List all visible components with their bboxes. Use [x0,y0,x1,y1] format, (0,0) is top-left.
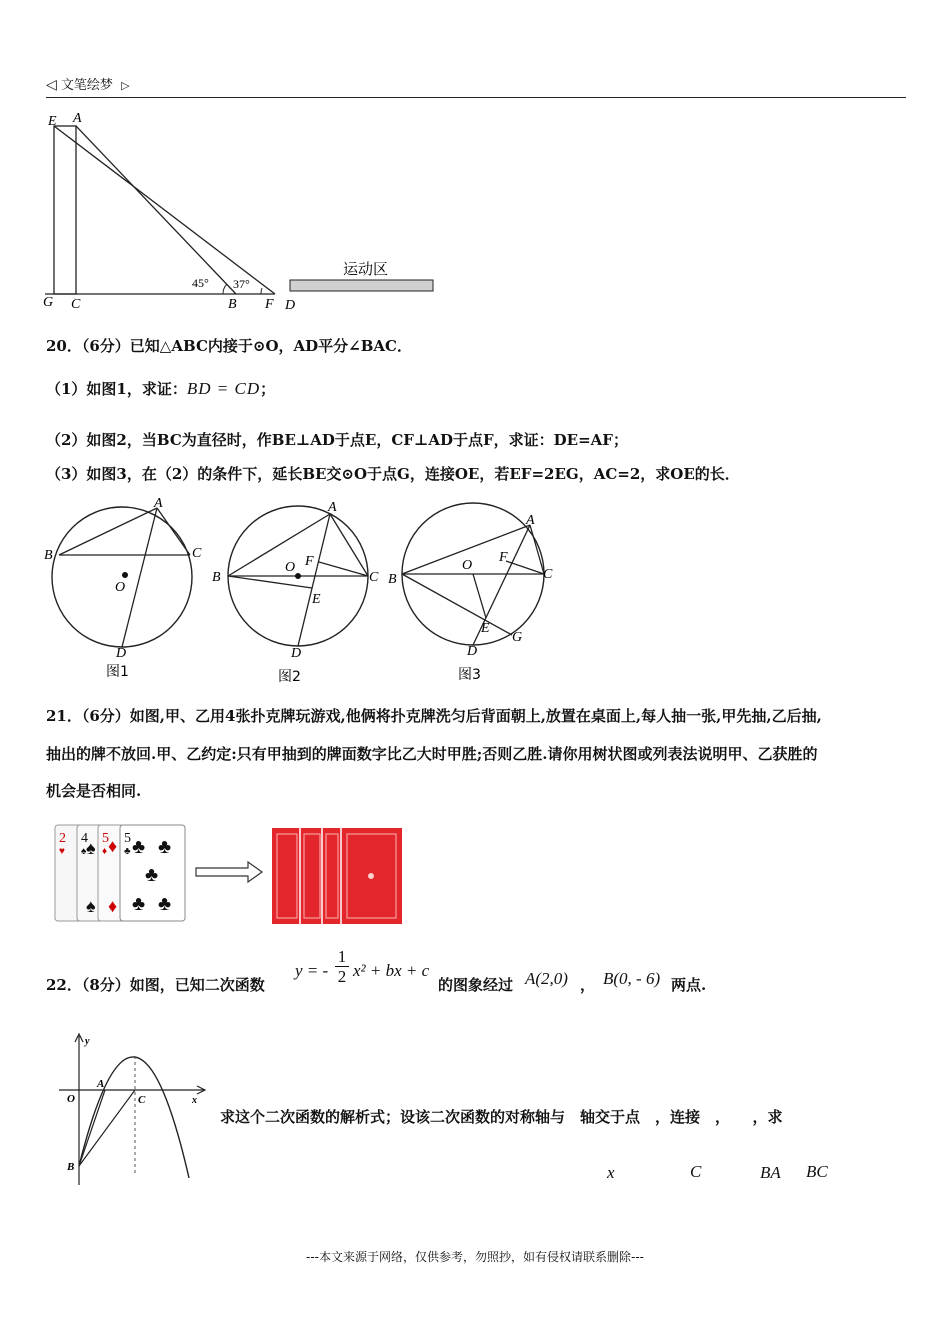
q22-point-a: A(2,0) [525,969,568,988]
fig3-ac [530,525,544,574]
fig3-label-e: E [481,621,490,636]
club-pip-icon-2: ♣ [158,836,172,858]
fig3-label-o: O [462,558,473,573]
fig2-label-a: A [328,500,337,515]
q20-part2: （2）如图2，当BC为直径时，作BE⊥AD于点E，CF⊥AD于点F，求证：DE=AF； [46,431,628,449]
fig3-oe [473,574,486,618]
club-icon: ♣ [124,846,131,857]
fig1-label-a: A [154,496,163,511]
q22-desc: 求这个二次函数的解析式；设该二次函数的对称轴与 轴交于点 ，连接 ， ，求 [220,1108,783,1126]
header-title: 文笔绘梦 [60,78,113,93]
graph-label-o: O [67,1093,75,1105]
card-5-rank: 5 [102,831,109,846]
sight-line-e [54,126,275,294]
segment-ba [79,1090,105,1166]
fig3-label-a: A [526,513,535,528]
diamond-pip-icon-2: ♦ [108,896,118,916]
fig2-label-b: B [212,570,221,585]
fig3-label-g: G [512,630,523,645]
diamond-icon: ♦ [102,846,108,857]
club-pip-icon-1: ♣ [132,836,146,858]
arrow-right-icon [196,862,262,882]
club-pip-icon-4: ♣ [132,893,146,915]
fig2-ab [228,514,330,576]
label-a: A [73,111,82,126]
graph-label-x: x [192,1095,197,1106]
sight-line-a [76,126,236,294]
fig3-cf [506,561,544,574]
fig3-label-c: C [543,567,553,582]
club-pip-icon-3: ♣ [145,864,159,886]
fig3-caption: 图3 [458,667,481,683]
fig2-label-c: C [369,570,379,585]
q22-frac-den: 2 [337,967,347,986]
q21-line3: 机会是否相同. [46,782,142,800]
label-e: E [48,114,57,129]
segment-bc [79,1090,135,1166]
q22-sub-x: x [607,1163,615,1182]
graph-label-c: C [138,1094,146,1106]
fig2-label-d: D [291,646,302,661]
graph-label-y: y [85,1036,90,1047]
triangle-left-icon: ◁ [46,77,57,93]
fig2-label-o: O [285,560,296,575]
fig1-ac [157,508,190,555]
fig2-ad [298,514,330,646]
q20-figures [40,495,560,690]
sports-zone-label: 运动区 [343,260,389,278]
diamond-pip-icon: ♦ [108,836,118,856]
footer-note: ---本文来源于网络，仅供参考，勿照抄，如有侵权请联系删除--- [306,1250,644,1264]
angle-arc-37 [261,288,262,294]
label-45: 45° [192,276,209,290]
q22-fraction [335,948,349,987]
fig1-label-c: C [192,546,202,561]
q21-line2: 抽出的牌不放回.甲、乙约定:只有甲抽到的牌面数字比乙大时甲胜;否则乙胜.请你用树状图或列表法说明甲、乙获胜的 [46,745,818,763]
label-d: D [285,298,296,313]
fig1-label-o: O [115,580,126,595]
fig2-center-dot [295,573,301,579]
fig1-label-d: D [116,646,127,661]
card-5-club [120,825,185,921]
q20-part1-math: BD = CD [186,379,261,398]
q22-mid: 的图象经过 [438,976,514,994]
q21-cards-figure [50,820,410,930]
q22-graph [55,1030,215,1190]
triangle-right-icon: ▷ [121,79,130,92]
q22-sub-bc: BC [806,1162,828,1181]
fig2-caption: 图2 [278,669,301,685]
fig1-label-b: B [44,548,53,563]
q22-suffix: 两点. [671,976,707,994]
q22-formula-lhs: y = - [295,961,329,980]
card-2-rank: 2 [59,831,66,846]
q20-part1-suffix: ； [260,380,276,398]
q20-stem: 20．（6分）已知△ABC内接于⊙O，AD平分∠BAC． [46,337,412,355]
q22-sub-c: C [690,1162,702,1181]
fig3-label-d: D [467,644,478,659]
card-backs [272,828,402,924]
q22-frac-num: 1 [337,947,347,966]
fig1-center-dot [122,572,128,578]
graph-label-a: A [97,1078,105,1090]
label-g: G [43,295,54,310]
q22-formula-rhs: x² + bx + c [353,961,430,980]
q22-prefix: 22．（8分）如图，已知二次函数 [46,976,265,994]
q20-part1-prefix: （1）如图1，求证： [46,380,187,398]
graph-label-b: B [67,1161,75,1173]
q22-point-b: B(0, - 6) [603,969,661,988]
building-rect [54,126,76,294]
figure-1 [44,496,202,680]
spade-pip-icon: ♠ [86,838,96,858]
card-4-rank: 4 [81,831,88,846]
figure-sports-zone [40,108,440,314]
header-divider [46,97,906,98]
page-header [46,74,130,93]
fig2-label-f: F [305,554,314,569]
label-c: C [71,297,81,312]
card-back-ornament-icon [368,873,374,879]
figure-3 [388,503,553,683]
label-b: B [228,297,237,312]
sports-zone-rect [290,280,433,291]
card-5-club-rank: 5 [124,831,131,846]
q21-line1: 21．（6分）如图,甲、乙用4张扑克牌玩游戏,他俩将扑克牌洗匀后背面朝上,放置在桌面上,每人抽一张,甲先抽,乙后抽, [46,707,822,725]
fig1-ab [59,508,157,555]
q22-sub-ba: BA [760,1163,781,1182]
fig3-label-b: B [388,572,397,587]
q22-comma: ， [580,976,596,994]
label-f: F [265,297,274,312]
club-pip-icon-5: ♣ [158,893,172,915]
fig1-ad [122,508,157,647]
fig1-caption: 图1 [106,664,129,680]
label-37: 37° [233,277,250,291]
heart-icon: ♥ [59,846,65,857]
fig2-label-e: E [312,592,321,607]
angle-arc-45 [223,284,227,294]
q20-part3: （3）如图3，在（2）的条件下，延长BE交⊙O于点G，连接OE，若EF=2EG，AC=2，求OE的长． [46,465,740,483]
spade-icon: ♠ [81,846,87,857]
figure-2 [212,500,379,685]
card-back-area [272,828,402,924]
fig3-bg [402,574,512,635]
fig3-label-f: F [499,550,508,565]
q20-part1 [46,378,275,399]
spade-pip-icon-2: ♠ [86,896,96,916]
